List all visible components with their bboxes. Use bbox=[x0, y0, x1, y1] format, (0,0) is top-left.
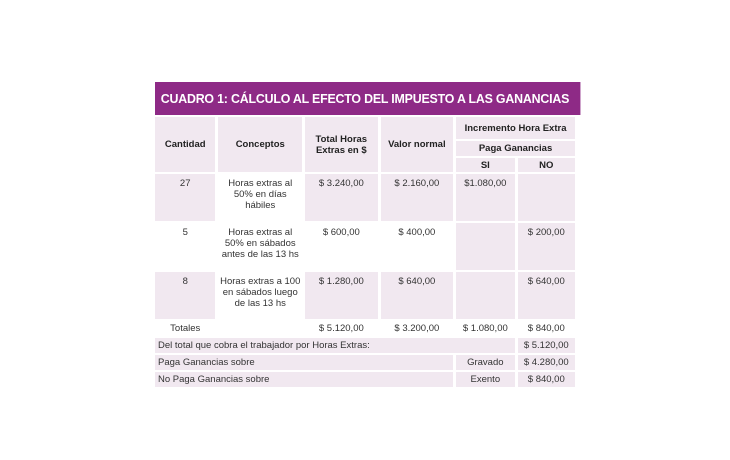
cell-no: $ 200,00 bbox=[518, 223, 575, 270]
header-total-horas: Total Horas Extras en $ bbox=[305, 117, 378, 172]
table-row bbox=[155, 272, 575, 319]
totals-label: Totales bbox=[155, 321, 215, 336]
cell-cantidad: 27 bbox=[155, 174, 215, 221]
footer-row bbox=[155, 355, 575, 370]
cell-total: $ 600,00 bbox=[305, 223, 378, 270]
table-row bbox=[155, 174, 575, 221]
cell-valor: $ 640,00 bbox=[381, 272, 454, 319]
footer-label: Del total que cobra el trabajador por Horas Extras: bbox=[155, 338, 515, 353]
footer-tag: Exento bbox=[456, 372, 514, 387]
cell-no bbox=[518, 174, 575, 221]
totals-valor: $ 3.200,00 bbox=[381, 321, 454, 336]
cell-concepto: Horas extras al 50% en días hábiles bbox=[218, 174, 302, 221]
header-valor-normal: Valor normal bbox=[381, 117, 454, 172]
footer-row bbox=[155, 338, 575, 353]
totals-total: $ 5.120,00 bbox=[305, 321, 378, 336]
cell-total: $ 3.240,00 bbox=[305, 174, 378, 221]
footer-row bbox=[155, 372, 575, 387]
footer-value: $ 5.120,00 bbox=[518, 338, 575, 353]
cell-si bbox=[456, 223, 514, 270]
tax-table-card bbox=[155, 82, 575, 389]
footer-label: No Paga Ganancias sobre bbox=[155, 372, 453, 387]
cell-no: $ 640,00 bbox=[518, 272, 575, 319]
table-row bbox=[155, 223, 575, 270]
footer-value: $ 840,00 bbox=[518, 372, 575, 387]
header-paga-ganancias: Paga Ganancias bbox=[456, 141, 575, 156]
header-cantidad: Cantidad bbox=[155, 117, 215, 172]
cell-concepto: Horas extras al 50% en sábados antes de las 13 hs bbox=[218, 223, 302, 270]
cell-cantidad: 8 bbox=[155, 272, 215, 319]
cell-cantidad: 5 bbox=[155, 223, 215, 270]
header-no: NO bbox=[518, 158, 575, 172]
table-title: CUADRO 1: CÁLCULO AL EFECTO DEL IMPUESTO A LAS GANANCIAS bbox=[155, 82, 581, 115]
footer-tag: Gravado bbox=[456, 355, 514, 370]
footer-label: Paga Ganancias sobre bbox=[155, 355, 453, 370]
tax-calculation-table bbox=[152, 115, 578, 389]
cell-total: $ 1.280,00 bbox=[305, 272, 378, 319]
header-incremento: Incremento Hora Extra bbox=[456, 117, 575, 139]
cell-si: $1.080,00 bbox=[456, 174, 514, 221]
totals-no: $ 840,00 bbox=[518, 321, 575, 336]
cell-concepto: Horas extras a 100 en sábados luego de las 13 hs bbox=[218, 272, 302, 319]
totals-row bbox=[155, 321, 575, 336]
cell-valor: $ 400,00 bbox=[381, 223, 454, 270]
totals-si: $ 1.080,00 bbox=[456, 321, 514, 336]
cell-valor: $ 2.160,00 bbox=[381, 174, 454, 221]
cell-si bbox=[456, 272, 514, 319]
totals-empty bbox=[218, 321, 302, 336]
header-conceptos: Conceptos bbox=[218, 117, 302, 172]
footer-value: $ 4.280,00 bbox=[518, 355, 575, 370]
header-si: SI bbox=[456, 158, 514, 172]
